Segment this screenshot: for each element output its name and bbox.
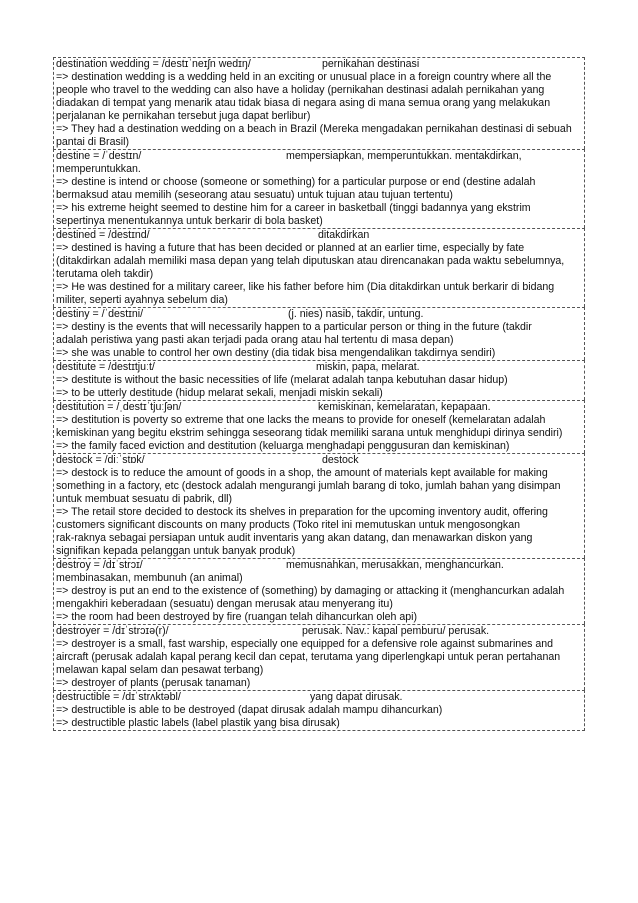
entry-text-line: sepertinya menentukannya untuk berkarir di bola basket) [56, 215, 323, 227]
entry-text-line: kemiskinan yang begitu ekstrim sehingga seseorang tidak memiliki sarana untuk menghidupi dirinya sendiri) [56, 427, 563, 439]
glossary-entry [53, 624, 585, 690]
glossary-entry [53, 228, 585, 307]
entry-text-line: membinasakan, membunuh (an animal) [56, 572, 243, 584]
entry-translation: kemiskinan, kemelaratan, kepapaan. [318, 401, 491, 413]
entry-term: destroyer = /dɪˈstrɔɪə(r)/ [56, 625, 169, 637]
entry-translation: pernikahan destinasi [322, 58, 420, 70]
entry-term: destined = /destɪnd/ [56, 229, 150, 241]
entry-translation: mempersiapkan, memperuntukkan. mentakdirkan, [286, 150, 522, 162]
entry-translation: perusak. Nav.: kapal pemburu/ perusak. [302, 625, 490, 637]
entry-translation: ditakdirkan [318, 229, 370, 241]
entry-text-line: terutama oleh takdir) [56, 268, 154, 280]
entry-text-line: memperuntukkan. [56, 163, 141, 175]
entry-text-line: mengakhiri keberadaan (sesuatu) dengan merusak atau menyerang itu) [56, 598, 393, 610]
entry-text-line: => destroy is put an end to the existence of (something) by damaging or attacking it (menghancurkan adalah [56, 585, 565, 597]
entry-text-line: => destroyer of plants (perusak tanaman) [56, 677, 251, 689]
entry-term: destitution = /ˌdestɪˈtjuːʃən/ [56, 401, 182, 413]
entry-text-line: => destitute is without the basic necessities of life (melarat adalah tanpa kebutuhan dasar hidup) [56, 374, 508, 386]
entry-text-line: rak-raknya sebagai persiapan untuk audit inventaris yang akan datang, dan menawarkan diskon yang [56, 532, 533, 544]
entry-term: destination wedding = /destɪˈneɪʃn wedɪŋ/ [56, 58, 251, 70]
glossary-entry [53, 558, 585, 624]
glossary-entry [53, 453, 585, 558]
entry-translation: yang dapat dirusak. [310, 691, 403, 703]
entry-term: destroy = /dɪˈstrɔɪ/ [56, 559, 143, 571]
entry-text-line: => He was destined for a military career, like his father before him (Dia ditakdirkan untuk berkarir di bidang [56, 281, 555, 293]
glossary-entry [53, 307, 585, 360]
entry-text-line: => destitution is poverty so extreme that one lacks the means to provide for oneself (kemelaratan adalah [56, 414, 546, 426]
entry-text-line: => his extreme height seemed to destine him for a career in basketball (tinggi badannya yang ekstrim [56, 202, 531, 214]
entry-translation: miskin, papa, melarat. [316, 361, 420, 373]
entry-text-line: => to be utterly destitude (hidup melarat sekali, menjadi miskin sekali) [56, 387, 383, 399]
entry-text-line: => destructible plastic labels (label plastik yang bisa dirusak) [56, 717, 340, 729]
entry-heading [56, 58, 582, 71]
entry-text-line: => destroyer is a small, fast warship, especially one equipped for a defensive role against submarines and [56, 638, 554, 650]
glossary-entry [53, 57, 585, 149]
entry-term: destitute = /destɪtjuːt/ [56, 361, 155, 373]
entry-text-line: something in a factory, etc (destock adalah mengurangi jumlah barang di toko, jumlah bahan yang disimpan [56, 480, 561, 492]
entry-text-line: => the room had been destroyed by fire (ruangan telah dihancurkan oleh api) [56, 611, 418, 623]
entry-text-line: adalah peristiwa yang pasti akan terjadi pada orang atau hal tertentu di masa depan) [56, 334, 454, 346]
entry-heading [56, 229, 582, 242]
entry-heading [56, 401, 582, 414]
entry-text-line: => destination wedding is a wedding held in an exciting or unusual place in a foreign country where all the [56, 71, 552, 83]
entry-text-line: perjalanan ke pernikahan tersebut juga dapat berlibur) [56, 110, 311, 122]
entry-heading [56, 150, 582, 163]
entry-text-line: diadakan di tempat yang menarik atau tidak biasa di negara asing di mana semua orang yang melakukan [56, 97, 551, 109]
entry-text-line: melawan kapal selam dan pesawat terbang) [56, 664, 264, 676]
entry-text-line: (ditakdirkan adalah memiliki masa depan yang telah diputuskan atau direncanakan pada waktu sebelumnya, [56, 255, 565, 267]
entry-heading [56, 691, 582, 704]
entry-text-line: militer, seperti ayahnya sebelum dia) [56, 294, 228, 306]
entry-text-line: bermaksud atau memilih (seseorang atau sesuatu) untuk tujuan atau tujuan tertentu) [56, 189, 453, 201]
entry-translation: destock [322, 454, 359, 466]
entry-text-line: signifikan kepada pelanggan untuk banyak produk) [56, 545, 296, 557]
entry-translation: (j. nies) nasib, takdir, untung. [288, 308, 424, 320]
entry-heading [56, 625, 582, 638]
entry-term: destock = /diːˈstɒk/ [56, 454, 145, 466]
entry-text-line: => The retail store decided to destock its shelves in preparation for the upcoming inventory audit, offering [56, 506, 548, 518]
entry-text-line: => They had a destination wedding on a beach in Brazil (Mereka mengadakan pernikahan destinasi di sebuah [56, 123, 572, 135]
entry-text-line: => she was unable to control her own destiny (dia tidak bisa mengendalikan takdirnya sendiri) [56, 347, 496, 359]
entry-term: destiny = /ˈdestɪni/ [56, 308, 144, 320]
entry-text-line: pantai di Brasil) [56, 136, 130, 148]
glossary-list [53, 57, 585, 731]
entry-term: destructible = /dɪˈstrʌktəbl/ [56, 691, 181, 703]
entry-text-line: untuk membuat sesuatu di pabrik, dll) [56, 493, 233, 505]
entry-text-line: people who travel to the wedding can also have a holiday (pernikahan destinasi adalah pernikahan yang [56, 84, 545, 96]
entry-text-line: => destiny is the events that will necessarily happen to a particular person or thing in the future (takdir [56, 321, 532, 333]
glossary-entry [53, 360, 585, 400]
entry-text-line: => destructible is able to be destroyed (dapat dirusak adalah mampu dihancurkan) [56, 704, 443, 716]
entry-term: destine = /ˈdestɪn/ [56, 150, 142, 162]
entry-text-line: aircraft (perusak adalah kapal perang kecil dan cepat, terutama yang diperlengkapi untuk peran pertahanan [56, 651, 561, 663]
entry-heading [56, 559, 582, 572]
entry-text-line: => destined is having a future that has been decided or planned at an earlier time, especially by fate [56, 242, 525, 254]
entry-text-line: => the family faced eviction and destitution (keluarga menghadapi penggusuran dan kemiskinan) [56, 440, 510, 452]
glossary-entry [53, 400, 585, 453]
glossary-entry [53, 690, 585, 731]
entry-text-line: => destine is intend or choose (someone or something) for a particular purpose or end (destine adalah [56, 176, 536, 188]
entry-text-line: => destock is to reduce the amount of goods in a shop, the amount of materials kept available for making [56, 467, 548, 479]
entry-text-line: customers significant discounts on many products (Toko ritel ini memutuskan untuk mengosongkan [56, 519, 520, 531]
entry-heading [56, 454, 582, 467]
glossary-entry [53, 149, 585, 228]
entry-heading [56, 361, 582, 374]
entry-heading [56, 308, 582, 321]
entry-translation: memusnahkan, merusakkan, menghancurkan. [286, 559, 504, 571]
